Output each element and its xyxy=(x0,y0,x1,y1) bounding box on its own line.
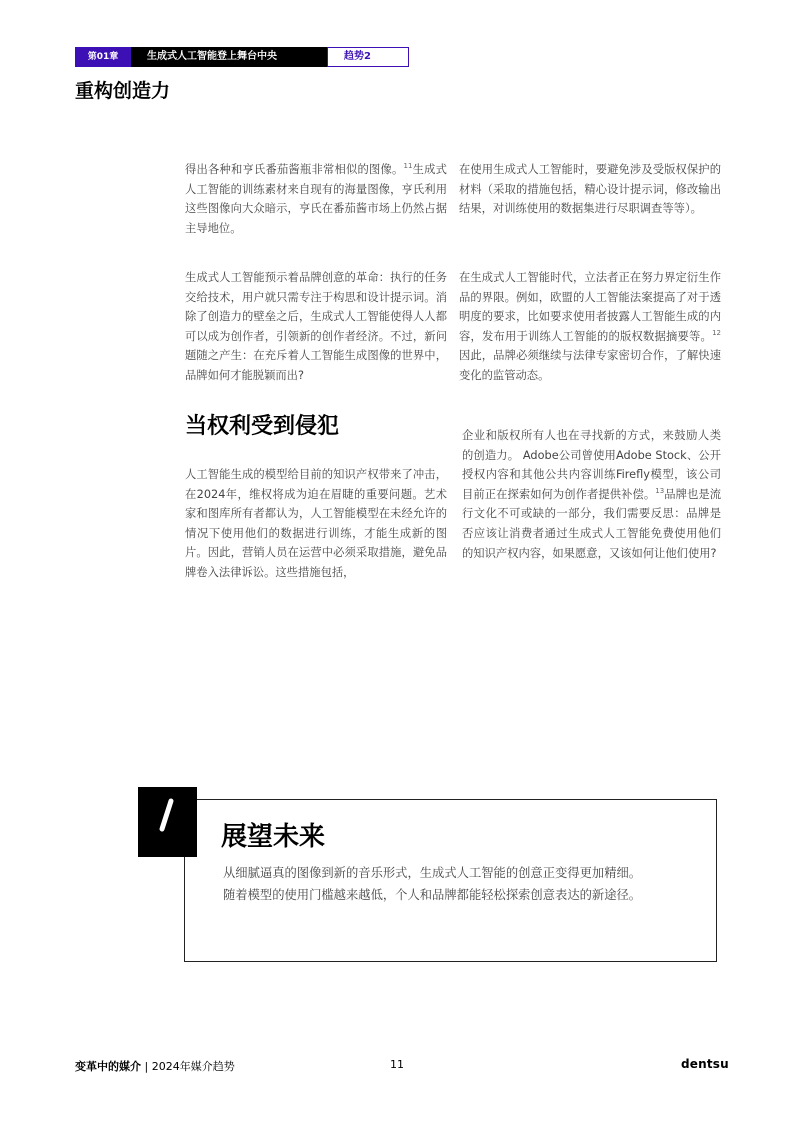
left-p1-text-after: 生成式人工智能的训练素材来自现有的海量图像，亨氏利用这些图像向大众暗示，亨氏在番茄酱市场上仍然占据主导地位。 xyxy=(185,163,447,235)
outlook-line-1: 从细腻逼真的图像到新的音乐形式，生成式人工智能的创意正变得更加精细。 xyxy=(223,866,642,880)
right-p2-text: 在生成式人工智能时代，立法者正在努力界定衍生作品的界限。例如，欧盟的人工智能法案提高了对于透明度的要求，比如要求使用者披露人工智能生成的内容，发布用于训练人工智能的的版权数据摘要等。 xyxy=(459,271,721,343)
chapter-title: 生成式人工智能登上舞台中央 xyxy=(131,47,327,67)
chapter-label: 第01章 xyxy=(75,47,131,67)
outlook-line-2: 随着模型的使用门槛越来越低，个人和品牌都能轻松探索创意表达的新途径。 xyxy=(223,888,642,902)
section-title: 重构创造力 xyxy=(75,80,171,102)
brand-logo: dentsu xyxy=(681,1057,729,1071)
footer-publication-name: 变革中的媒介 xyxy=(75,1060,141,1073)
left-paragraph-2: 生成式人工智能预示着品牌创意的革命：执行的任务交给技术，用户就只需专注于构思和设计提示词。消除了创造力的壁垒之后，生成式人工智能使得人人都可以成为创作者，引领新的创作者经济。不过，新问题随之产生：在充斥着人工智能生成图像的世界中，品牌如何才能脱颖而出? xyxy=(185,271,447,382)
right-p2-text-after: 因此，品牌必须继续与法律专家密切合作，了解快速变化的监管动态。 xyxy=(459,349,721,382)
page-number: 11 xyxy=(390,1058,404,1071)
footer-publication xyxy=(75,1058,235,1074)
left-paragraph-1 xyxy=(185,160,447,238)
right-p3-text: 企业和版权所有人也在寻找新的方式，来鼓励人类的创造力。 Adobe公司曾使用Adobe Stock、公开授权内容和其他公共内容训练Firefly模型，该公司目前正在探索如何为创作者提供补偿。 xyxy=(462,429,721,501)
right-paragraph-3 xyxy=(462,426,721,563)
right-p3-text-after: 品牌也是流行文化不可或缺的一部分，我们需要反思：品牌是否应该让消费者通过生成式人工智能免费使用他们的知识产权内容，如果愿意，又该如何让他们使用? xyxy=(462,487,721,560)
left-p1-text: 得出各种和亨氏番茄酱瓶非常相似的图像。 xyxy=(185,163,404,176)
footer-report-name: 2024年媒介趋势 xyxy=(151,1060,235,1073)
outlook-title: 展望未来 xyxy=(221,822,326,852)
rights-heading: 当权利受到侵犯 xyxy=(185,414,340,439)
footnote-ref-12: 12 xyxy=(712,328,721,337)
left-paragraph-3: 人工智能生成的模型给目前的知识产权带来了冲击，在2024年，维权将成为迫在眉睫的重要问题。艺术家和图库所有者都认为，人工智能模型在未经允许的情况下使用他们的数据进行训练，才能生成新的图片。因此，营销人员在运营中必须采取措施，避免品牌卷入法律诉讼。这些措施包括， xyxy=(185,468,447,579)
right-paragraph-2 xyxy=(459,268,721,386)
right-paragraph-1: 在使用生成式人工智能时，要避免涉及受版权保护的材料（采取的措施包括，精心设计提示词，修改输出结果，对训练使用的数据集进行尽职调查等等）。 xyxy=(459,163,721,216)
footnote-ref-11: 11 xyxy=(403,162,413,170)
trend-label: 趋势2 xyxy=(327,47,409,67)
slash-icon xyxy=(138,787,197,857)
outlook-text xyxy=(223,862,693,906)
footnote-ref-13: 13 xyxy=(655,486,665,495)
footer-separator: | xyxy=(141,1060,152,1073)
